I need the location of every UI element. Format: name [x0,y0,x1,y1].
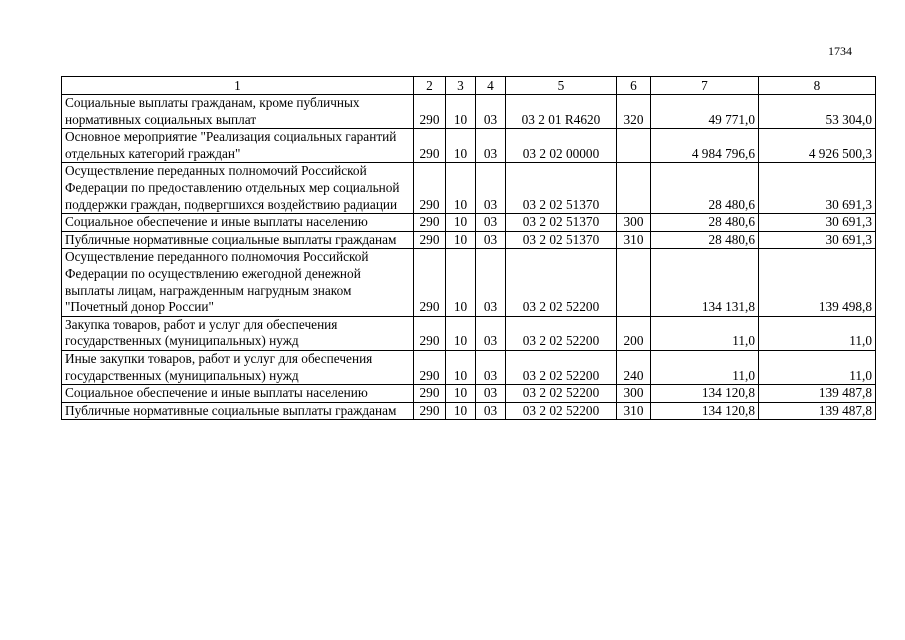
row-name-cell: Социальное обеспечение и иные выплаты населению [62,214,414,232]
column-7-cell: 28 480,6 [651,214,759,232]
column-3-cell: 10 [446,385,476,403]
column-8-cell: 30 691,3 [759,163,876,214]
column-8-cell: 30 691,3 [759,231,876,249]
column-5-cell: 03 2 02 52200 [506,385,617,403]
column-3-cell: 10 [446,402,476,420]
column-5-cell: 03 2 02 52200 [506,316,617,350]
column-header: 6 [617,77,651,95]
page-number: 1734 [828,44,852,58]
row-name-cell: Публичные нормативные социальные выплаты гражданам [62,402,414,420]
column-7-cell: 49 771,0 [651,95,759,129]
row-name-cell: Осуществление переданного полномочия Российской Федерации по осуществлению ежегодной денежной выплаты лицам, награжденным нагрудным знаком "Почетный донор России" [62,249,414,316]
column-5-cell: 03 2 02 51370 [506,214,617,232]
column-8-cell: 139 487,8 [759,402,876,420]
column-4-cell: 03 [476,95,506,129]
column-5-cell: 03 2 01 R4620 [506,95,617,129]
column-3-cell: 10 [446,95,476,129]
column-3-cell: 10 [446,316,476,350]
column-2-cell: 290 [414,95,446,129]
table-row [62,385,876,403]
column-2-cell: 290 [414,214,446,232]
column-8-cell: 139 487,8 [759,385,876,403]
column-3-cell: 10 [446,129,476,163]
table-row [62,249,876,316]
column-header: 4 [476,77,506,95]
table-row [62,231,876,249]
column-header: 5 [506,77,617,95]
table-row [62,214,876,232]
column-5-cell: 03 2 02 51370 [506,231,617,249]
column-7-cell: 134 120,8 [651,402,759,420]
row-name-cell: Осуществление переданных полномочий Российской Федерации по предоставлению отдельных мер социальной поддержки граждан, подвергшихся воздействию радиации [62,163,414,214]
column-2-cell: 290 [414,249,446,316]
column-6-cell [617,163,651,214]
column-8-cell: 53 304,0 [759,95,876,129]
column-5-cell: 03 2 02 00000 [506,129,617,163]
table-row [62,402,876,420]
column-5-cell: 03 2 02 52200 [506,249,617,316]
column-4-cell: 03 [476,350,506,384]
row-name-cell: Публичные нормативные социальные выплаты гражданам [62,231,414,249]
column-header: 7 [651,77,759,95]
column-7-cell: 11,0 [651,316,759,350]
column-7-cell: 4 984 796,6 [651,129,759,163]
column-8-cell: 139 498,8 [759,249,876,316]
column-5-cell: 03 2 02 52200 [506,350,617,384]
column-4-cell: 03 [476,385,506,403]
column-2-cell: 290 [414,402,446,420]
column-header: 3 [446,77,476,95]
column-header: 8 [759,77,876,95]
column-7-cell: 11,0 [651,350,759,384]
row-name-cell: Закупка товаров, работ и услуг для обеспечения государственных (муниципальных) нужд [62,316,414,350]
column-4-cell: 03 [476,402,506,420]
table-row [62,350,876,384]
column-2-cell: 290 [414,163,446,214]
table-row [62,316,876,350]
column-4-cell: 03 [476,214,506,232]
column-3-cell: 10 [446,249,476,316]
row-name-cell: Иные закупки товаров, работ и услуг для обеспечения государственных (муниципальных) нужд [62,350,414,384]
column-6-cell: 320 [617,95,651,129]
column-6-cell: 200 [617,316,651,350]
column-2-cell: 290 [414,129,446,163]
column-5-cell: 03 2 02 51370 [506,163,617,214]
column-6-cell: 310 [617,402,651,420]
column-6-cell [617,129,651,163]
column-2-cell: 290 [414,231,446,249]
column-6-cell: 300 [617,214,651,232]
column-4-cell: 03 [476,163,506,214]
column-5-cell: 03 2 02 52200 [506,402,617,420]
column-4-cell: 03 [476,129,506,163]
row-name-cell: Социальное обеспечение и иные выплаты населению [62,385,414,403]
column-header: 2 [414,77,446,95]
column-2-cell: 290 [414,385,446,403]
column-4-cell: 03 [476,316,506,350]
column-8-cell: 11,0 [759,350,876,384]
table-row [62,163,876,214]
budget-table [61,76,876,420]
header-row [62,77,876,95]
column-3-cell: 10 [446,163,476,214]
row-name-cell: Основное мероприятие "Реализация социальных гарантий отдельных категорий граждан" [62,129,414,163]
column-7-cell: 134 131,8 [651,249,759,316]
column-2-cell: 290 [414,350,446,384]
column-4-cell: 03 [476,231,506,249]
table-row [62,95,876,129]
column-6-cell: 240 [617,350,651,384]
column-6-cell: 310 [617,231,651,249]
column-8-cell: 11,0 [759,316,876,350]
row-name-cell: Социальные выплаты гражданам, кроме публичных нормативных социальных выплат [62,95,414,129]
column-header: 1 [62,77,414,95]
column-3-cell: 10 [446,214,476,232]
column-7-cell: 28 480,6 [651,231,759,249]
column-6-cell [617,249,651,316]
column-3-cell: 10 [446,231,476,249]
column-8-cell: 4 926 500,3 [759,129,876,163]
column-3-cell: 10 [446,350,476,384]
column-7-cell: 134 120,8 [651,385,759,403]
column-7-cell: 28 480,6 [651,163,759,214]
column-2-cell: 290 [414,316,446,350]
column-4-cell: 03 [476,249,506,316]
column-6-cell: 300 [617,385,651,403]
table-row [62,129,876,163]
column-8-cell: 30 691,3 [759,214,876,232]
